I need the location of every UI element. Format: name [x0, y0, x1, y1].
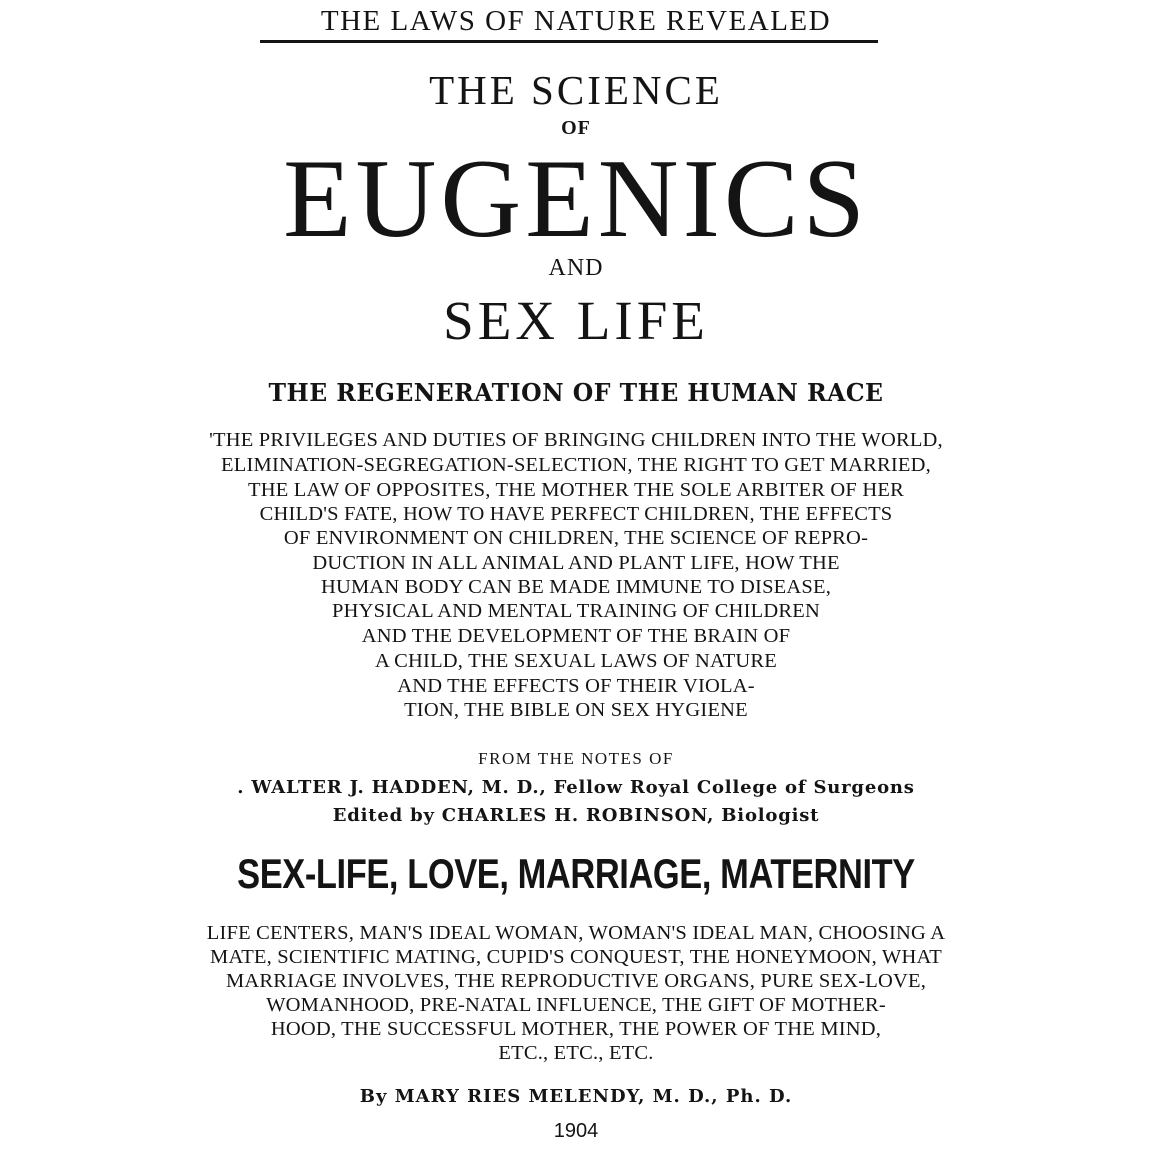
- title-line-1: THE SCIENCE: [429, 67, 723, 113]
- title-line-2: SEX LIFE: [443, 290, 709, 351]
- series-underline: [260, 40, 878, 43]
- headline: SEX-LIFE, LOVE, MARRIAGE, MATERNITY: [237, 850, 915, 897]
- series-title: [0, 7, 1152, 36]
- topic-line: DUCTION IN ALL ANIMAL AND PLANT LIFE, HOW THE: [312, 552, 840, 574]
- topic-line: LIFE CENTERS, MAN'S IDEAL WOMAN, WOMAN'S IDEAL MAN, CHOOSING A: [206, 922, 946, 944]
- title-main: EUGENICS: [283, 137, 869, 261]
- from-notes: FROM THE NOTES OF: [478, 749, 674, 768]
- topic-line: 'THE PRIVILEGES AND DUTIES OF BRINGING CHILDREN INTO THE WORLD,: [209, 429, 943, 451]
- editor-credit: Edited by CHARLES H. ROBINSON, Biologist: [332, 805, 820, 826]
- title-and: AND: [548, 255, 604, 281]
- topic-line: THE LAW OF OPPOSITES, THE MOTHER THE SOLE ARBITER OF HER: [248, 479, 904, 501]
- topic-line: ELIMINATION-SEGREGATION-SELECTION, THE RIGHT TO GET MARRIED,: [221, 454, 931, 476]
- topic-line: CHILD'S FATE, HOW TO HAVE PERFECT CHILDREN, THE EFFECTS: [259, 503, 893, 525]
- topic-line: WOMANHOOD, PRE-NATAL INFLUENCE, THE GIFT OF MOTHER-: [266, 994, 886, 1016]
- topic-line: MARRIAGE INVOLVES, THE REPRODUCTIVE ORGANS, PURE SEX-LOVE,: [225, 970, 927, 992]
- topic-line: AND THE EFFECTS OF THEIR VIOLA-: [397, 675, 755, 697]
- topic-line: AND THE DEVELOPMENT OF THE BRAIN OF: [361, 625, 791, 647]
- topic-line: HUMAN BODY CAN BE MADE IMMUNE TO DISEASE,: [320, 576, 832, 598]
- topic-line: HOOD, THE SUCCESSFUL MOTHER, THE POWER OF THE MIND,: [270, 1018, 882, 1040]
- topic-line: MATE, SCIENTIFIC MATING, CUPID'S CONQUEST, THE HONEYMOON, WHAT: [210, 946, 942, 968]
- topic-line: ETC., ETC., ETC.: [498, 1042, 654, 1064]
- byline: By MARY RIES MELENDY, M. D., Ph. D.: [359, 1086, 793, 1107]
- topic-line: OF ENVIRONMENT ON CHILDREN, THE SCIENCE OF REPRO-: [283, 527, 869, 549]
- publication-year: 1904: [553, 1120, 599, 1142]
- author-credit: . WALTER J. HADDEN, M. D., Fellow Royal College of Surgeons: [237, 777, 915, 798]
- series-title-text: THE LAWS OF NATURE REVEALED: [320, 5, 832, 37]
- topic-line: TION, THE BIBLE ON SEX HYGIENE: [404, 699, 748, 721]
- subtitle: THE REGENERATION OF THE HUMAN RACE: [268, 378, 884, 407]
- topic-line: A CHILD, THE SEXUAL LAWS OF NATURE: [374, 650, 778, 672]
- topic-line: PHYSICAL AND MENTAL TRAINING OF CHILDREN: [332, 600, 820, 622]
- title-of: OF: [561, 117, 591, 139]
